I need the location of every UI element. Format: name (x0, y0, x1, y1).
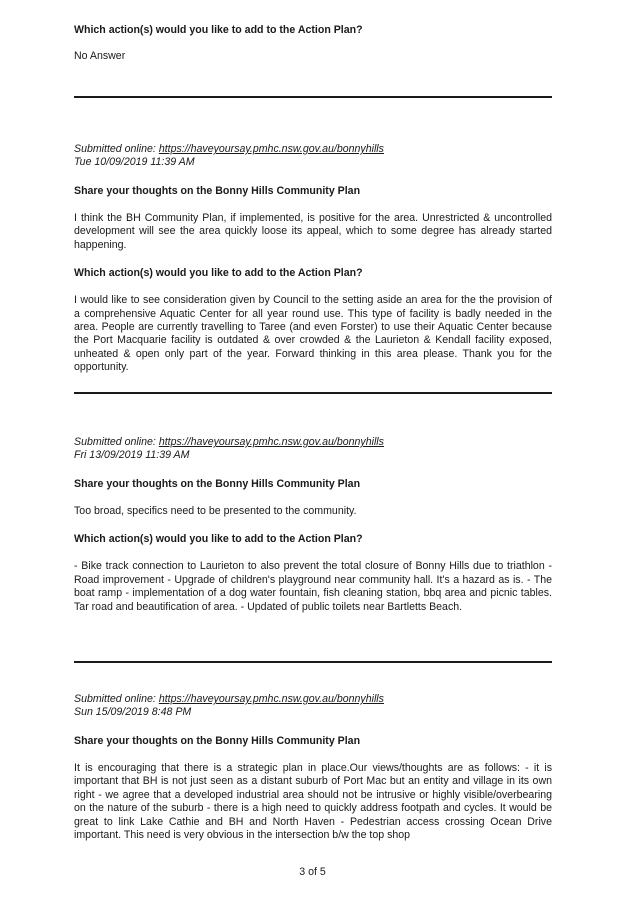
question-heading: Share your thoughts on the Bonny Hills Community Plan (74, 185, 361, 197)
submitted-label: Submitted online: (74, 143, 159, 155)
submission-link[interactable]: https://haveyoursay.pmhc.nsw.gov.au/bonnyhills (158, 693, 384, 705)
divider-rule (74, 96, 552, 98)
page-number: 3 of 5 (299, 866, 326, 878)
submission-date: Tue 10/09/2019 11:39 AM (74, 156, 195, 168)
submission-meta (74, 436, 552, 449)
answer-text: - Bike track connection to Laurieton to also prevent the total closure of Bonny Hills due to triathlon - Road improvement - Upgrade of children's playground near community hall. It's a hazard as is. - The boat ramp - implementation of a dog water fountain, fish cleaning station, bbq area and picnic tables. Tar road and beautification of area. - Updated of public toilets near Bartletts Beach. (74, 560, 552, 613)
submission-2 (74, 436, 552, 614)
question-heading: Share your thoughts on the Bonny Hills Community Plan (74, 735, 361, 747)
answer-text: Too broad, specifics need to be presented to the community. (74, 505, 357, 517)
question-heading: Which action(s) would you like to add to the Action Plan? (74, 24, 363, 36)
submission-link[interactable]: https://haveyoursay.pmhc.nsw.gov.au/bonnyhills (158, 143, 384, 155)
answer-text: No Answer (74, 50, 126, 62)
answer-text: It is encouraging that there is a strategic plan in place.Our views/thoughts are as follows: - it is important that BH is not just seen as a distant suburb of Port Mac but an entity and village in its own right - we agree that a developed industrial area should not be intrusive or highly visible/overbearing on the nature of the suburb - there is a high need to quickly address footpath and cycles. It would be great to link Lake Cathie and BH and North Haven - Pedestrian access crossing Ocean Drive important. This need is very obvious in the intersection b/w the top shop (74, 762, 552, 842)
submitted-label: Submitted online: (74, 436, 159, 448)
question-heading: Which action(s) would you like to add to the Action Plan? (74, 267, 363, 280)
top-block (74, 24, 552, 63)
submission-date: Fri 13/09/2019 11:39 AM (74, 449, 190, 461)
submission-1 (74, 143, 552, 375)
answer-text: I would like to see consideration given by Council to the setting aside an area for the the provision of a comprehensive Aquatic Center for all year round use. This type of facility is badly needed in the area. People are currently travelling to Taree (and even Forster) to use their Aquatic Center because the Port Macquarie facility is outdated & over crowded & the Laurieton & Kendall facility exposed, unheated & open only part of the year. Forward thinking in this area please. Thank you for the opportunity. (74, 294, 552, 374)
question-heading: Share your thoughts on the Bonny Hills Community Plan (74, 478, 361, 490)
submission-meta (74, 693, 552, 706)
submission-link[interactable]: https://haveyoursay.pmhc.nsw.gov.au/bonnyhills (158, 436, 384, 448)
answer-text: I think the BH Community Plan, if implemented, is positive for the area. Unrestricted & uncontrolled development will see the area quickly loose its appeal, which to some degree has already started happening. (74, 212, 552, 251)
divider-rule (74, 392, 552, 394)
submission-3 (74, 693, 552, 842)
submission-meta (74, 143, 552, 156)
divider-rule (74, 661, 552, 663)
question-heading: Which action(s) would you like to add to the Action Plan? (74, 533, 363, 546)
submission-date: Sun 15/09/2019 8:48 PM (74, 706, 192, 718)
submitted-label: Submitted online: (74, 693, 159, 705)
